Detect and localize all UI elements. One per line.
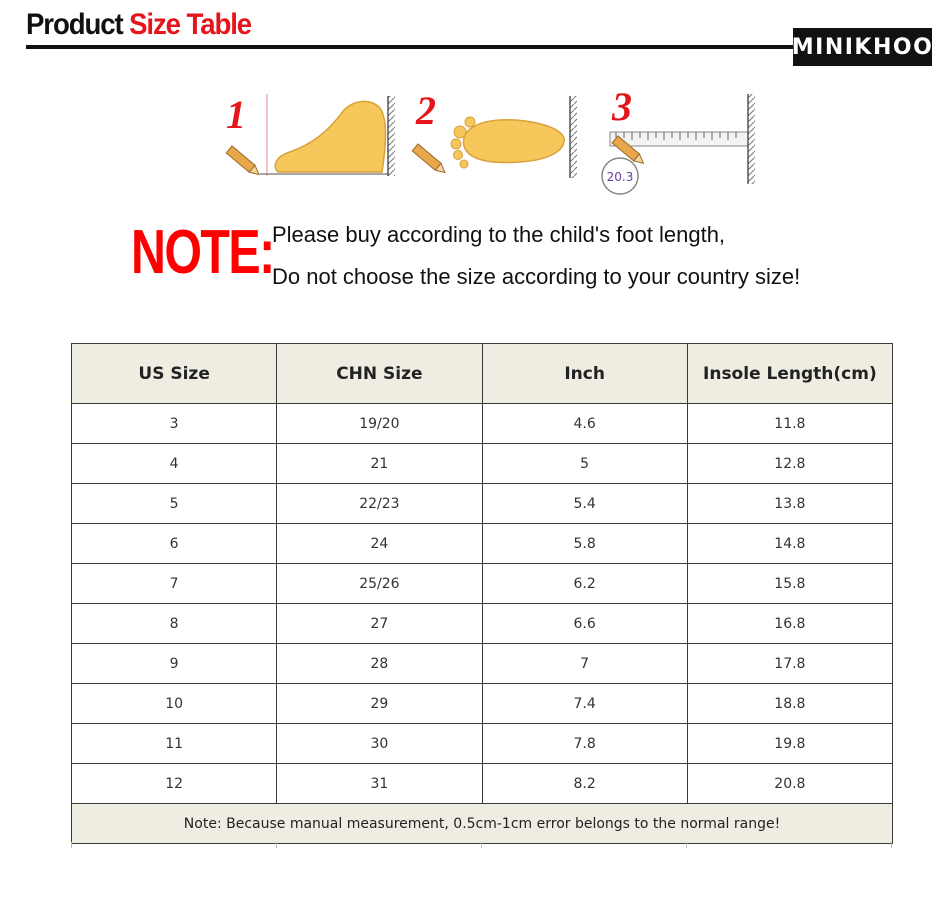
cell-insole-length: 14.8	[687, 524, 892, 564]
cell-insole-length: 11.8	[687, 404, 892, 444]
cell-chn-size: 30	[277, 724, 482, 764]
cell-us-size: 9	[72, 644, 277, 684]
cell-chn-size: 19/20	[277, 404, 482, 444]
step-3-number: 3	[612, 86, 632, 129]
cell-inch: 5.4	[482, 484, 687, 524]
table-row	[72, 684, 893, 724]
cell-inch: 7	[482, 644, 687, 684]
table-bottom-ticks	[71, 842, 892, 848]
table-header-row	[72, 344, 893, 404]
cell-chn-size: 27	[277, 604, 482, 644]
cell-inch: 8.2	[482, 764, 687, 804]
table-footnote: Note: Because manual measurement, 0.5cm-1cm error belongs to the normal range!	[72, 804, 893, 844]
cell-chn-size: 28	[277, 644, 482, 684]
cell-us-size: 12	[72, 764, 277, 804]
cell-us-size: 11	[72, 724, 277, 764]
cell-chn-size: 25/26	[277, 564, 482, 604]
table-row	[72, 484, 893, 524]
page-title-product: Product	[26, 8, 130, 41]
cell-insole-length: 17.8	[687, 644, 892, 684]
column-header-inch: Inch	[482, 344, 687, 404]
cell-us-size: 10	[72, 684, 277, 724]
table-row	[72, 604, 893, 644]
table-row	[72, 764, 893, 804]
cell-insole-length: 12.8	[687, 444, 892, 484]
table-row	[72, 404, 893, 444]
measure-value: 20.3	[606, 170, 634, 184]
cell-inch: 7.8	[482, 724, 687, 764]
cell-insole-length: 19.8	[687, 724, 892, 764]
cell-us-size: 5	[72, 484, 277, 524]
step-3-ruler-icon	[602, 86, 755, 194]
page-title-size-table: Size Table	[129, 8, 252, 41]
column-header-insole-length: Insole Length(cm)	[687, 344, 892, 404]
table-row	[72, 724, 893, 764]
page-title	[26, 8, 251, 42]
table-row	[72, 644, 893, 684]
cell-insole-length: 18.8	[687, 684, 892, 724]
cell-insole-length: 15.8	[687, 564, 892, 604]
cell-insole-length: 13.8	[687, 484, 892, 524]
table-row	[72, 444, 893, 484]
step-1-number: 1	[226, 92, 246, 137]
cell-inch: 6.2	[482, 564, 687, 604]
step-1-foot-side-icon	[226, 92, 395, 178]
table-row	[72, 524, 893, 564]
cell-us-size: 7	[72, 564, 277, 604]
size-table	[71, 343, 893, 844]
cell-inch: 5.8	[482, 524, 687, 564]
cell-inch: 4.6	[482, 404, 687, 444]
brand-logo: MINIKHOO	[793, 28, 932, 66]
cell-inch: 5	[482, 444, 687, 484]
cell-chn-size: 29	[277, 684, 482, 724]
foot-measure-illustration	[220, 86, 770, 198]
cell-chn-size: 21	[277, 444, 482, 484]
table-row	[72, 564, 893, 604]
cell-us-size: 3	[72, 404, 277, 444]
cell-us-size: 4	[72, 444, 277, 484]
note-line-1: Please buy according to the child's foot length,	[272, 222, 726, 247]
cell-inch: 7.4	[482, 684, 687, 724]
cell-chn-size: 31	[277, 764, 482, 804]
cell-us-size: 8	[72, 604, 277, 644]
step-2-number: 2	[416, 88, 436, 133]
note-label: NOTE:	[131, 218, 274, 287]
column-header-us-size: US Size	[72, 344, 277, 404]
note-line-2: Do not choose the size according to your country size!	[272, 264, 801, 289]
cell-inch: 6.6	[482, 604, 687, 644]
cell-chn-size: 24	[277, 524, 482, 564]
cell-chn-size: 22/23	[277, 484, 482, 524]
column-header-chn-size: CHN Size	[277, 344, 482, 404]
cell-insole-length: 16.8	[687, 604, 892, 644]
cell-us-size: 6	[72, 524, 277, 564]
table-footnote-row	[72, 804, 893, 844]
step-2-foot-top-icon	[412, 88, 577, 178]
cell-insole-length: 20.8	[687, 764, 892, 804]
